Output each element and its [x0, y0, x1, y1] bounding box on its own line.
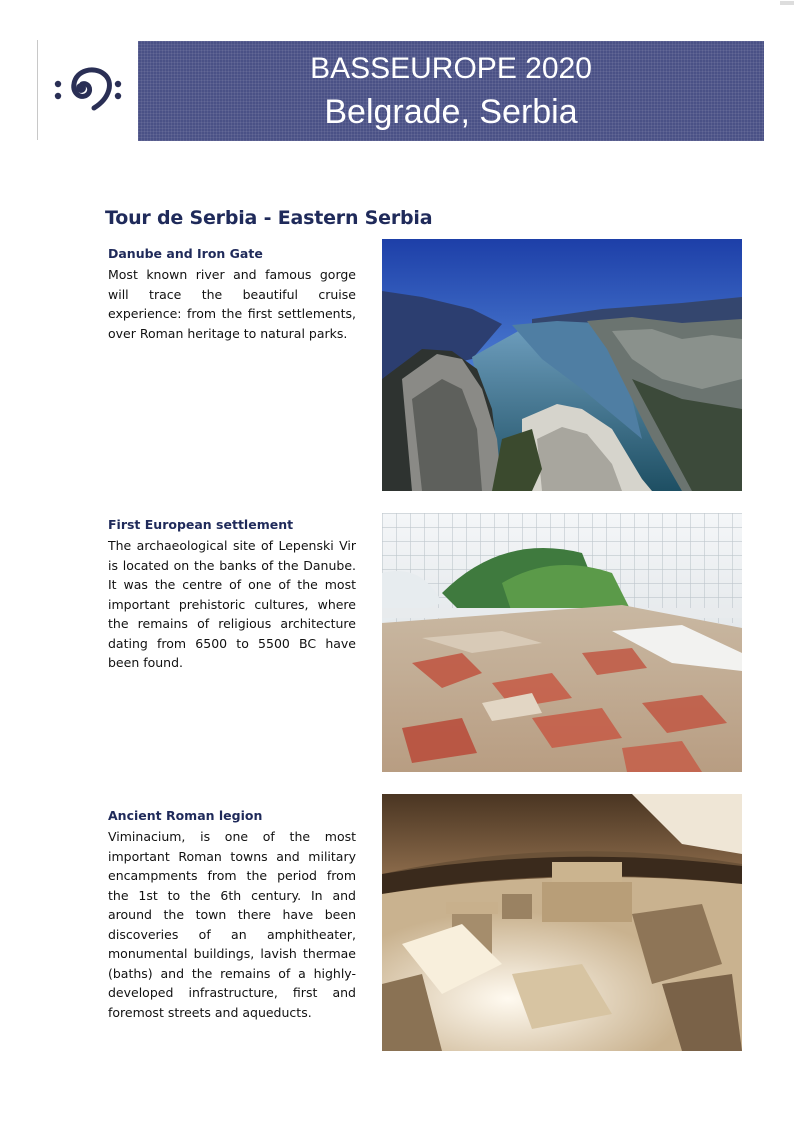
block-body: Viminacium, is one of the most important Roman towns and military encampments from the period from the 1st to the 6th century. In and around the town there have been discoveries of an amphitheater, monumental buildings, lavish thermae (baths) and the remains of a highly-developed infrastructure, first and foremost streets and aqueducts.: [108, 829, 356, 1020]
photo-viminacium-ruins: [382, 794, 742, 1051]
event-title: BASSEUROPE 2020: [310, 52, 592, 85]
text-block-roman: [108, 806, 356, 1022]
header-banner: [138, 41, 764, 141]
text-block-danube: [108, 244, 356, 343]
block-body: Most known river and famous gorge will trace the beautiful cruise experience: from the first settlements, over Roman heritage to natural parks.: [108, 267, 356, 341]
photo-iron-gate-gorge: [382, 239, 742, 491]
block-heading: Danube and Iron Gate: [108, 246, 263, 261]
page-corner-mark: [780, 1, 794, 5]
photo-lepenski-vir-site: [382, 513, 742, 772]
logo-divider: [37, 40, 38, 140]
event-location: Belgrade, Serbia: [324, 93, 578, 131]
block-heading: First European settlement: [108, 517, 294, 532]
section-title: Tour de Serbia - Eastern Serbia: [105, 207, 433, 229]
bass-clef-icon: [50, 52, 126, 128]
block-heading: Ancient Roman legion: [108, 808, 263, 823]
block-body: The archaeological site of Lepenski Vir is located on the banks of the Danube. It was the centre of one of the most important prehistoric cultures, where the remains of religious architecture dating from 6500 to 5500 BC have been found.: [108, 538, 356, 670]
text-block-settlement: [108, 515, 356, 673]
